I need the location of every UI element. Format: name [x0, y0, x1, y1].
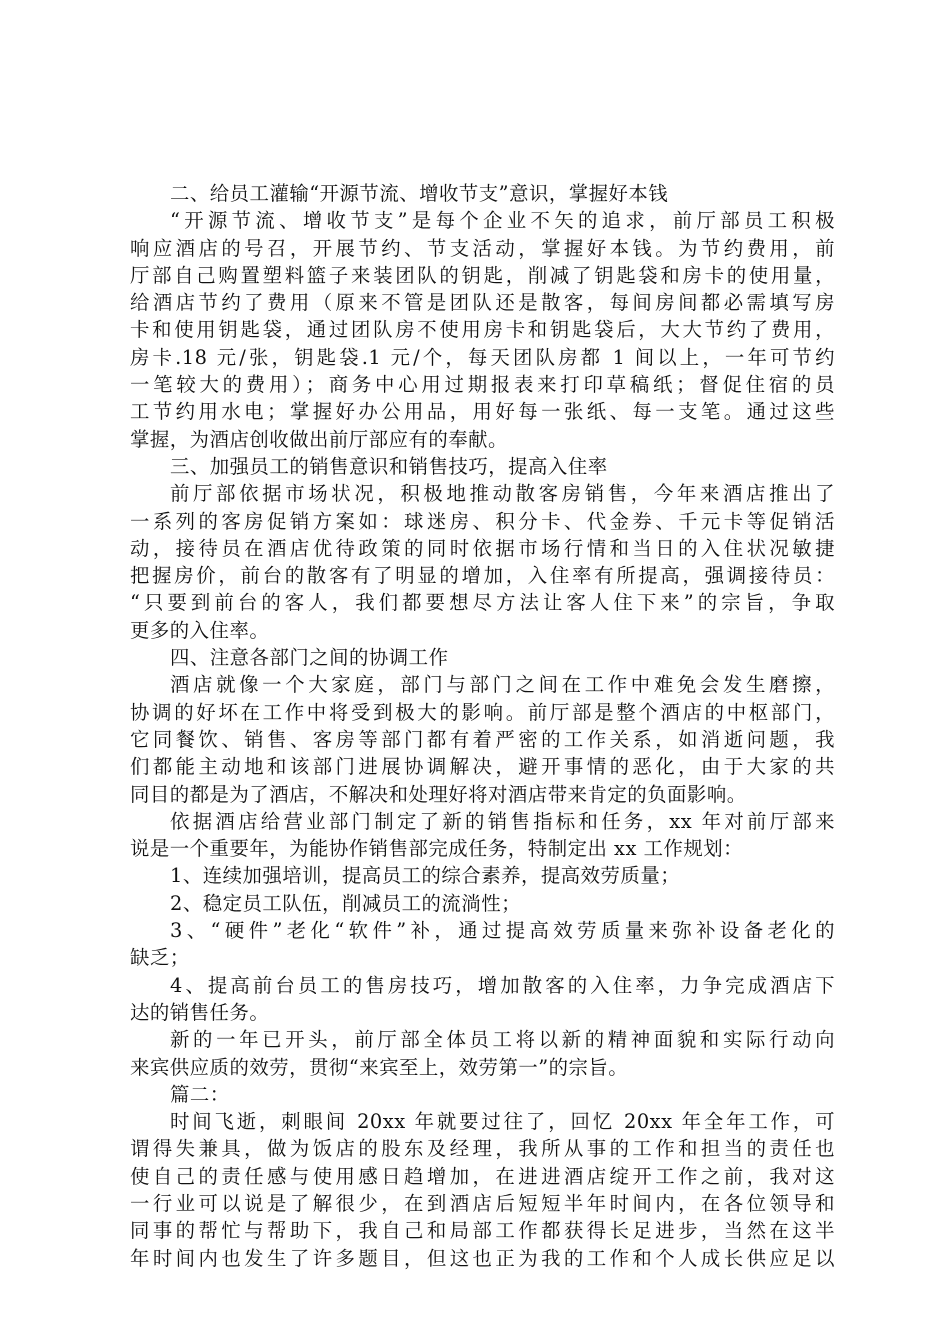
- text-line: 一笔较大的费用）；商务中心用过期报表来打印草稿纸；督促住宿的员: [130, 373, 835, 397]
- text-line: “只要到前台的客人，我们都要想尽方法让客人住下来”的宗旨，争取: [130, 591, 835, 615]
- text-line: 酒店就像一个大家庭，部门与部门之间在工作中难免会发生磨擦，: [170, 673, 835, 697]
- text-line: 一系列的客房促销方案如：球迷房、积分卡、代金券、千元卡等促销活: [130, 509, 835, 533]
- text-line: 达的销售任务。: [130, 1000, 270, 1024]
- text-line: 缺乏；: [130, 946, 190, 970]
- text-line: 篇二：: [170, 1082, 230, 1106]
- text-line: 谓得失兼具，做为饭店的股东及经理，我所从事的工作和担当的责任也: [130, 1137, 835, 1161]
- text-line: 使自己的责任感与使用感日趋增加，在进进酒店绽开工作之前，我对这: [130, 1164, 835, 1188]
- text-line: 工节约用水电；掌握好办公用品，用好每一张纸、每一支笔。通过这些: [130, 400, 835, 424]
- text-line: 2、稳定员工队伍，削减员工的流淌性；: [170, 891, 521, 915]
- document-body: [130, 180, 835, 1272]
- text-line: 它同餐饮、销售、客房等部门都有着严密的工作关系，如消逝问题，我: [130, 727, 835, 751]
- text-line: 时间飞逝，刺眼间 20xx 年就要过往了，回忆 20xx 年全年工作，可: [170, 1110, 835, 1134]
- text-line: 把握房价，前台的散客有了明显的增加，入住率有所提高，强调接待员：: [130, 564, 835, 588]
- text-line: 3、“硬件”老化“软件”补，通过提高效劳质量来弥补设备老化的: [170, 919, 835, 943]
- text-line: 厅部自己购置塑料篮子来装团队的钥匙，削减了钥匙袋和房卡的使用量，: [130, 263, 835, 287]
- text-line: 们都能主动地和该部门进展协调解决，避开事情的恶化，由于大家的共: [130, 755, 835, 779]
- text-line: 三、加强员工的销售意识和销售技巧，提高入住率: [170, 454, 608, 478]
- text-line: 说是一个重要年，为能协作销售部完成任务，特制定出 xx 工作规划：: [130, 837, 744, 861]
- text-line: 一行业可以说是了解很少，在到酒店后短短半年时间内，在各位领导和: [130, 1191, 835, 1215]
- text-line: 给酒店节约了费用（原来不管是团队还是散客，每间房间都必需填写房: [130, 291, 835, 315]
- text-line: 响应酒店的号召，开展节约、节支活动，掌握好本钱。为节约费用，前: [130, 236, 835, 260]
- text-line: 更多的入住率。: [130, 618, 270, 642]
- text-line: 协调的好坏在工作中将受到极大的影响。前厅部是整个酒店的中枢部门，: [130, 700, 835, 724]
- text-line: 依据酒店给营业部门制定了新的销售指标和任务，xx 年对前厅部来: [170, 809, 835, 833]
- text-line: “开源节流、增收节支”是每个企业不矢的追求，前厅部员工积极: [170, 209, 835, 233]
- text-line: 前厅部依据市场状况，积极地推动散客房销售，今年来酒店推出了: [170, 482, 835, 506]
- text-line: 卡和使用钥匙袋，通过团队房不使用房卡和钥匙袋后，大大节约了费用，: [130, 318, 835, 342]
- text-line: 同事的帮忙与帮助下，我自己和局部工作都获得长足进步，当然在这半: [130, 1219, 835, 1243]
- text-line: 二、给员工灌输“开源节流、增收节支”意识，掌握好本钱: [170, 182, 669, 205]
- text-line: 新的一年已开头，前厅部全体员工将以新的精神面貌和实际行动向: [170, 1028, 835, 1052]
- text-line: 年时间内也发生了许多题目，但这也正为我的工作和个人成长供应足以: [130, 1246, 835, 1270]
- text-line: 来宾供应质的效劳，贯彻“来宾至上，效劳第一”的宗旨。: [130, 1055, 629, 1079]
- text-line: 四、注意各部门之间的协调工作: [170, 646, 449, 670]
- text-line: 4、提高前台员工的售房技巧，增加散客的入住率，力争完成酒店下: [170, 973, 835, 997]
- text-line: 掌握，为酒店创收做出前厅部应有的奉献。: [130, 427, 508, 451]
- text-line: 1、连续加强培训，提高员工的综合素养，提高效劳质量；: [170, 864, 681, 888]
- text-line: 同目的都是为了酒店，不解决和处理好将对酒店带来肯定的负面影响。: [130, 782, 747, 806]
- text-line: 动，接待员在酒店优待政策的同时依据市场行情和当日的入住状况敏捷: [130, 536, 835, 560]
- text-line: 房卡.18 元/张，钥匙袋.1 元/个，每天团队房都 1 间以上，一年可节约: [130, 345, 835, 369]
